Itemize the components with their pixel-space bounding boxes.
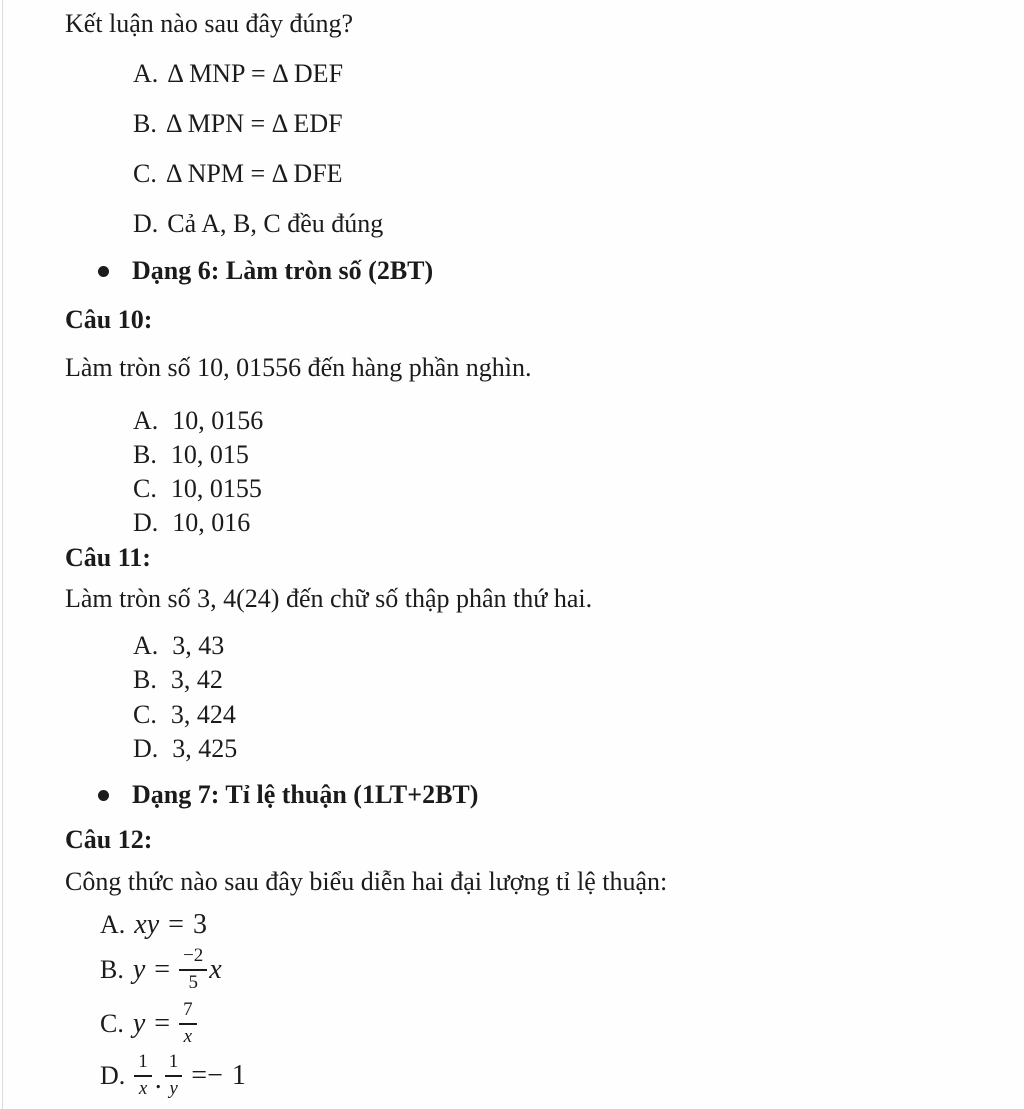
q10-option-c bbox=[133, 475, 262, 504]
fraction-numerator: 7 bbox=[179, 1000, 197, 1025]
section-dang6 bbox=[98, 257, 433, 286]
fraction-denominator: x bbox=[183, 1025, 193, 1047]
fraction-denominator: y bbox=[169, 1077, 178, 1099]
option-label: D. bbox=[133, 209, 159, 238]
bullet-icon bbox=[98, 790, 109, 801]
section-title: Dạng 6: Làm tròn số (2BT) bbox=[132, 256, 434, 285]
fraction-numerator: −2 bbox=[179, 946, 207, 971]
multiplication-dot: . bbox=[154, 1063, 162, 1095]
page-edge-line bbox=[2, 0, 3, 1109]
fraction-numerator: 1 bbox=[165, 1052, 183, 1077]
fraction-numerator: 1 bbox=[134, 1052, 152, 1077]
q11-option-b bbox=[133, 666, 223, 695]
q11-question-text: Làm tròn số 3, 4(24) đến chữ số thập phân thứ hai. bbox=[65, 584, 593, 613]
q9-question-text: Kết luận nào sau đây đúng? bbox=[65, 9, 354, 38]
q12-option-b bbox=[100, 946, 222, 994]
q9-option-a bbox=[133, 60, 343, 89]
option-label: A. bbox=[100, 910, 126, 939]
option-text: 10, 016 bbox=[172, 508, 251, 537]
option-label: D. bbox=[133, 734, 159, 763]
math-number: 1 bbox=[231, 1059, 246, 1091]
option-text: Cả A, B, C đều đúng bbox=[167, 209, 384, 238]
q11-heading: Câu 11: bbox=[65, 543, 151, 572]
q12-heading: Câu 12: bbox=[65, 825, 153, 854]
fraction-denominator: 5 bbox=[188, 971, 198, 993]
option-text: 3, 42 bbox=[170, 665, 223, 694]
q12-option-d bbox=[100, 1052, 246, 1100]
option-label: A. bbox=[133, 59, 159, 88]
q10-option-d bbox=[133, 509, 250, 538]
q9-option-b bbox=[133, 110, 343, 139]
fraction bbox=[165, 1052, 183, 1100]
option-text: 3, 43 bbox=[172, 631, 225, 660]
option-text: 10, 015 bbox=[170, 440, 249, 469]
q10-question-text: Làm tròn số 10, 01556 đến hàng phần nghìn. bbox=[65, 353, 532, 382]
q10-option-a bbox=[133, 407, 263, 436]
fraction bbox=[179, 1000, 197, 1048]
option-label: D. bbox=[100, 1060, 126, 1090]
fraction bbox=[134, 1052, 152, 1100]
option-label: A. bbox=[133, 631, 159, 660]
option-label: A. bbox=[133, 406, 159, 435]
option-label: B. bbox=[100, 954, 124, 984]
option-text: Δ NPM = Δ DFE bbox=[165, 159, 343, 188]
math-variable: y bbox=[132, 953, 146, 985]
option-text: 3, 424 bbox=[170, 700, 236, 729]
q12-question-text: Công thức nào sau đây biểu diễn hai đại lượng tỉ lệ thuận: bbox=[65, 867, 668, 896]
q12-option-c bbox=[100, 1000, 197, 1048]
option-label: B. bbox=[133, 665, 157, 694]
option-text: Δ MPN = Δ EDF bbox=[165, 109, 343, 138]
option-label: C. bbox=[100, 1008, 124, 1038]
q11-option-a bbox=[133, 632, 224, 661]
q10-heading: Câu 10: bbox=[65, 305, 153, 334]
bullet-icon bbox=[98, 266, 109, 277]
option-text: 10, 0155 bbox=[170, 474, 262, 503]
q10-option-b bbox=[133, 441, 249, 470]
option-label: D. bbox=[133, 508, 159, 537]
q12-option-a bbox=[100, 911, 207, 939]
option-text: Δ MNP = Δ DEF bbox=[167, 59, 344, 88]
option-label: C. bbox=[133, 474, 157, 503]
option-text: 10, 0156 bbox=[172, 406, 264, 435]
option-text: 3, 425 bbox=[172, 734, 238, 763]
equals-sign: = bbox=[154, 953, 171, 985]
equals-sign: = bbox=[168, 909, 184, 940]
option-label: C. bbox=[133, 159, 157, 188]
q9-option-d bbox=[133, 210, 383, 239]
section-dang7 bbox=[98, 781, 478, 810]
fraction bbox=[179, 946, 207, 994]
math-number: 3 bbox=[192, 909, 207, 940]
q11-option-d bbox=[133, 735, 237, 764]
equals-sign: = bbox=[154, 1007, 171, 1039]
fraction-denominator: x bbox=[138, 1077, 148, 1099]
math-variable: xy bbox=[134, 909, 160, 940]
math-variable: x bbox=[209, 953, 222, 985]
q11-option-c bbox=[133, 701, 236, 730]
section-title: Dạng 7: Tỉ lệ thuận (1LT+2BT) bbox=[132, 780, 479, 809]
option-label: C. bbox=[133, 700, 157, 729]
option-label: B. bbox=[133, 440, 157, 469]
equals-minus-sign: =− bbox=[191, 1059, 223, 1091]
math-variable: y bbox=[132, 1007, 146, 1039]
q9-option-c bbox=[133, 160, 343, 189]
option-label: B. bbox=[133, 109, 157, 138]
